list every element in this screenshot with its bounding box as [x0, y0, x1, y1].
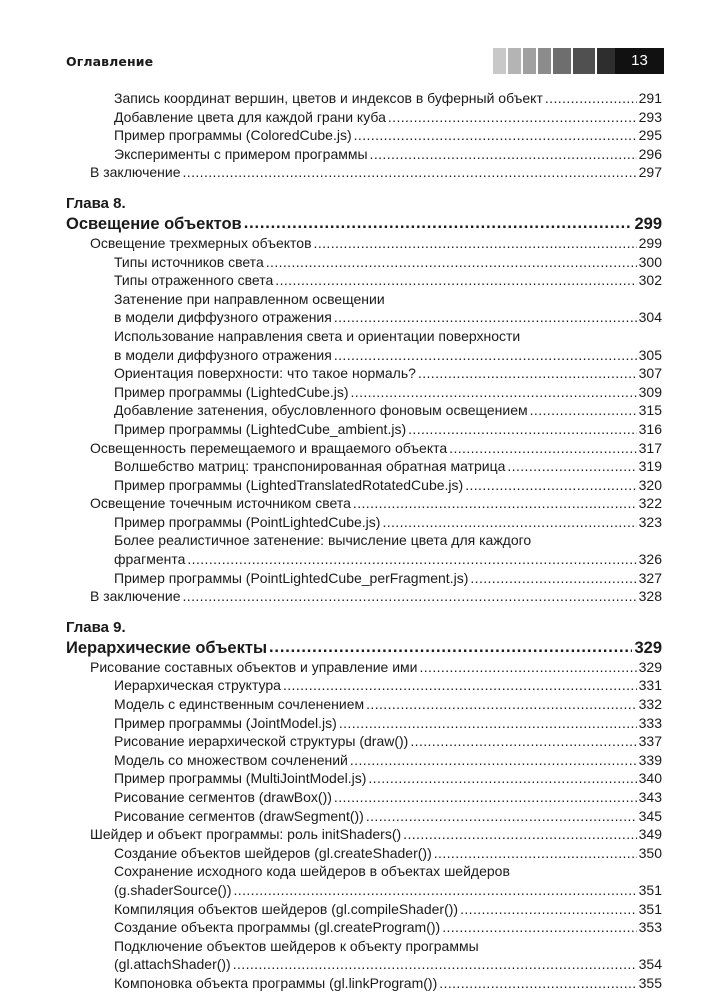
- toc-top-entries: [66, 89, 662, 182]
- dot-leader: [187, 550, 636, 564]
- header-bar-segment: [493, 48, 506, 74]
- toc-entry[interactable]: [66, 383, 662, 402]
- dot-leader: [410, 732, 636, 746]
- toc-entry-page: 337: [638, 733, 662, 750]
- toc-entry-text: Эксперименты с примером программы: [114, 145, 368, 162]
- dot-leader: [368, 769, 636, 783]
- toc-entry-text: В заключение: [90, 588, 181, 605]
- toc-entry[interactable]: [66, 420, 662, 439]
- toc-entry[interactable]: [66, 751, 662, 770]
- dot-leader: [334, 308, 637, 322]
- dot-leader: [442, 918, 636, 932]
- toc-entry-page: 315: [638, 402, 662, 419]
- toc-entry[interactable]: [66, 271, 662, 290]
- toc-entry[interactable]: [66, 844, 662, 863]
- dot-leader: [183, 163, 637, 177]
- dot-leader: [334, 346, 637, 360]
- header-bar-segment: [553, 48, 571, 74]
- toc-entry-page: 302: [638, 272, 662, 289]
- chapter-title-row[interactable]: [66, 637, 662, 658]
- dot-leader: [334, 788, 637, 802]
- toc-entry[interactable]: [66, 234, 662, 253]
- toc-entry-text: Создание объектов шейдеров (gl.createShader()): [114, 844, 432, 861]
- toc-entry-multiline[interactable]: [66, 531, 662, 568]
- toc-entry-page: 332: [638, 696, 662, 713]
- toc-entry-text-line1: Затенение при направленном освещении: [114, 290, 385, 307]
- chapter-8-entries: [66, 234, 662, 606]
- toc-entry: [114, 346, 662, 365]
- dot-leader: [353, 494, 637, 508]
- toc-entry-multiline[interactable]: [66, 937, 662, 974]
- dot-leader: [382, 513, 636, 527]
- toc-entry[interactable]: [66, 513, 662, 532]
- toc-entry-page: 350: [638, 844, 662, 861]
- dot-leader: [460, 900, 637, 914]
- dot-leader: [370, 145, 637, 159]
- toc-entry[interactable]: [66, 732, 662, 751]
- dot-leader: [183, 587, 637, 601]
- toc-entry[interactable]: [66, 695, 662, 714]
- dot-leader: [449, 439, 636, 453]
- toc-entry-page: 297: [638, 164, 662, 181]
- toc-entry[interactable]: [66, 126, 662, 145]
- toc-entry[interactable]: [66, 918, 662, 937]
- header-bar-segment: [538, 48, 551, 74]
- chapter-title: Иерархические объекты: [66, 639, 268, 658]
- toc-entry-page: 323: [638, 513, 662, 530]
- toc-entry[interactable]: [66, 825, 662, 844]
- toc-entry-page: 333: [638, 714, 662, 731]
- toc-entry-page: 331: [638, 677, 662, 694]
- toc-entry-text: Компоновка объекта программы (gl.linkProgram()): [114, 974, 438, 991]
- toc-entry-text: Создание объекта программы (gl.createProgram()): [114, 919, 441, 936]
- toc-entry-page: 329: [638, 658, 662, 675]
- toc-entry-page: 304: [638, 309, 662, 326]
- dot-leader: [314, 234, 637, 248]
- dot-leader: [545, 89, 637, 103]
- toc-entry[interactable]: [66, 401, 662, 420]
- toc-entry[interactable]: [66, 788, 662, 807]
- toc-entry[interactable]: [66, 89, 662, 108]
- chapter-title-row[interactable]: [66, 213, 662, 234]
- toc-entry-text: В заключение: [90, 164, 181, 181]
- toc-entry-page: 309: [638, 383, 662, 400]
- toc-entry: [114, 550, 662, 569]
- toc-entry: [114, 955, 662, 974]
- chapter-page: 299: [634, 215, 662, 234]
- dot-leader: [434, 844, 637, 858]
- chapter-9: [66, 618, 662, 993]
- toc-entry[interactable]: [66, 587, 662, 606]
- toc-entry-text-line1: Сохранение исходного кода шейдеров в объектах шейдеров: [114, 863, 510, 880]
- header-bar-segment: [508, 48, 521, 74]
- dot-leader: [507, 457, 636, 471]
- toc-entry-page: 351: [638, 900, 662, 917]
- toc-entry[interactable]: [66, 457, 662, 476]
- dot-leader: [233, 955, 637, 969]
- chapter-title: Освещение объектов: [66, 215, 242, 234]
- dot-leader: [408, 420, 637, 434]
- page-header: [66, 48, 664, 74]
- toc-entry[interactable]: [66, 163, 662, 182]
- page-number: 13: [615, 48, 664, 74]
- toc-entry-page: 320: [638, 476, 662, 493]
- dot-leader: [465, 476, 636, 490]
- dot-leader: [275, 271, 636, 285]
- chapter-9-entries: [66, 658, 662, 993]
- dot-leader: [234, 881, 637, 895]
- chapter-8: [66, 194, 662, 606]
- toc-entry-text: Пример программы (LightedCube.js): [114, 383, 349, 400]
- toc-entry-text: Пример программы (PointLightedCube.js): [114, 513, 381, 530]
- toc-entry-text: Пример программы (ColoredCube.js): [114, 127, 352, 144]
- toc-entry-text: Иерархическая структура: [114, 677, 281, 694]
- toc-entry[interactable]: [66, 676, 662, 695]
- toc-entry-page: 343: [638, 789, 662, 805]
- dot-leader: [403, 825, 636, 839]
- toc-entry-page: 316: [638, 420, 662, 437]
- running-title: Оглавление: [66, 54, 154, 69]
- toc-entry[interactable]: [66, 439, 662, 458]
- toc-entry-page: 349: [638, 826, 662, 843]
- dot-leader: [244, 213, 633, 230]
- dot-leader: [366, 807, 637, 821]
- dot-leader: [366, 695, 637, 709]
- toc-entry-text: Добавление цвета для каждой грани куба: [114, 108, 386, 125]
- toc-entry-text: Компиляция объектов шейдеров (gl.compileShader()): [114, 900, 459, 917]
- dot-leader: [470, 569, 636, 583]
- toc-entry-text: фрагмента: [114, 551, 186, 568]
- toc-entry-page: 307: [638, 365, 662, 382]
- toc-entry-page: 296: [638, 145, 662, 162]
- toc-entry-text: (g.shaderSource()): [114, 881, 232, 898]
- toc-entry[interactable]: [66, 658, 662, 677]
- toc-entry-page: 299: [638, 234, 662, 251]
- toc-entry-text: Пример программы (JointModel.js): [114, 714, 337, 731]
- toc-entry: [114, 308, 662, 327]
- chapter-label: Глава 9.: [66, 618, 126, 636]
- toc-entry[interactable]: [66, 145, 662, 164]
- toc-entry[interactable]: [66, 974, 662, 993]
- toc-entry[interactable]: [66, 807, 662, 826]
- toc-entry-multiline[interactable]: [66, 862, 662, 899]
- dot-leader: [283, 676, 637, 690]
- dot-leader: [351, 383, 637, 397]
- toc-entry-page: 327: [638, 569, 662, 586]
- toc-entry[interactable]: [66, 494, 662, 513]
- toc-entry-text: Добавление затенения, обусловленного фоновым освещением: [114, 402, 528, 419]
- toc-entry-text: Рисование сегментов (drawSegment()): [114, 807, 364, 824]
- toc-entry-page: 345: [638, 807, 662, 824]
- toc-entry[interactable]: [66, 476, 662, 495]
- toc-entry-text: Пример программы (LightedTranslatedRotatedCube.js): [114, 476, 464, 493]
- toc-entry[interactable]: [66, 900, 662, 919]
- toc-entry-text: в модели диффузного отражения: [114, 309, 332, 326]
- toc-entry-text: Рисование составных объектов и управление ими: [90, 658, 418, 675]
- toc-entry-page: 326: [638, 551, 662, 568]
- toc-entry-page: 295: [638, 127, 662, 144]
- toc-entry-page: 293: [638, 108, 662, 125]
- toc-entry-page: 319: [638, 458, 662, 475]
- dot-leader: [354, 126, 637, 140]
- dot-leader: [439, 974, 636, 988]
- toc-entry-page: 354: [638, 956, 662, 973]
- toc-entry-text: Освещенность перемещаемого и вращаемого объекта: [90, 439, 448, 456]
- toc-entry-text: (gl.attachShader()): [114, 956, 231, 973]
- toc-entry-text-line1: Подключение объектов шейдеров к объекту программы: [114, 937, 479, 954]
- dot-leader: [530, 401, 637, 415]
- toc-entry[interactable]: [66, 714, 662, 733]
- toc-entry-page: 340: [638, 770, 662, 787]
- toc-entry-text: Запись координат вершин, цветов и индексов в буферный объект: [114, 90, 543, 106]
- toc-entry-page: 305: [638, 346, 662, 363]
- toc-entry-page: 339: [638, 751, 662, 768]
- dot-leader: [418, 364, 637, 378]
- toc-entry-text: Пример программы (LightedCube_ambient.js): [114, 420, 407, 437]
- toc-entry-page: 351: [638, 881, 662, 898]
- chapter-page: 329: [634, 639, 662, 658]
- header-bar-segment: [523, 48, 536, 74]
- toc-entry-text: Волшебство матриц: транспонированная обратная матрица: [114, 458, 506, 475]
- toc-entry-multiline[interactable]: [66, 327, 662, 364]
- toc-entry-page: 317: [638, 439, 662, 456]
- toc-entry-text: Рисование сегментов (drawBox()): [114, 789, 332, 805]
- dot-leader: [350, 751, 637, 765]
- chapter-label: Глава 8.: [66, 194, 126, 212]
- toc-entry[interactable]: [66, 253, 662, 272]
- toc-entry-multiline[interactable]: [66, 290, 662, 327]
- toc-entry[interactable]: [66, 364, 662, 383]
- toc-entry-text-line1: Использование направления света и ориентации поверхности: [114, 327, 521, 344]
- toc-entry-text: Модель с единственным сочленением: [114, 696, 365, 713]
- toc-entry-text: Типы источников света: [114, 253, 264, 270]
- dot-leader: [339, 714, 637, 728]
- toc-entry-text: Типы отраженного света: [114, 272, 274, 289]
- table-of-contents: [66, 89, 662, 993]
- toc-entry-page: 322: [638, 495, 662, 512]
- dot-leader: [269, 637, 632, 654]
- toc-entry-page: 353: [638, 919, 662, 936]
- toc-entry-text: Модель со множеством сочленений: [114, 751, 348, 768]
- toc-entry-text: Освещение точечным источником света: [90, 495, 351, 512]
- header-bar-segment: [573, 48, 595, 74]
- toc-entry-text: Пример программы (MultiJointModel.js): [114, 770, 367, 787]
- dot-leader: [419, 658, 636, 672]
- dot-leader: [388, 108, 637, 122]
- toc-entry-page: 300: [638, 253, 662, 270]
- toc-entry[interactable]: [66, 769, 662, 788]
- toc-entry-text-line1: Более реалистичное затенение: вычисление цвета для каждого: [114, 532, 532, 549]
- toc-entry-text: Пример программы (PointLightedCube_perFragment.js): [114, 569, 469, 586]
- toc-entry[interactable]: [66, 108, 662, 127]
- toc-entry-text: Рисование иерархической структуры (draw()): [114, 733, 409, 750]
- toc-entry-page: 355: [638, 974, 662, 991]
- toc-entry-text: Шейдер и объект программы: роль initShaders(): [90, 826, 402, 843]
- dot-leader: [266, 253, 637, 267]
- toc-entry-text: Ориентация поверхности: что такое нормаль?: [114, 365, 416, 382]
- toc-entry[interactable]: [66, 569, 662, 588]
- toc-entry: [114, 881, 662, 900]
- toc-entry-text: Освещение трехмерных объектов: [90, 234, 312, 251]
- toc-entry-page: 291: [638, 90, 662, 106]
- toc-entry-page: 328: [638, 588, 662, 605]
- toc-entry-text: в модели диффузного отражения: [114, 346, 332, 363]
